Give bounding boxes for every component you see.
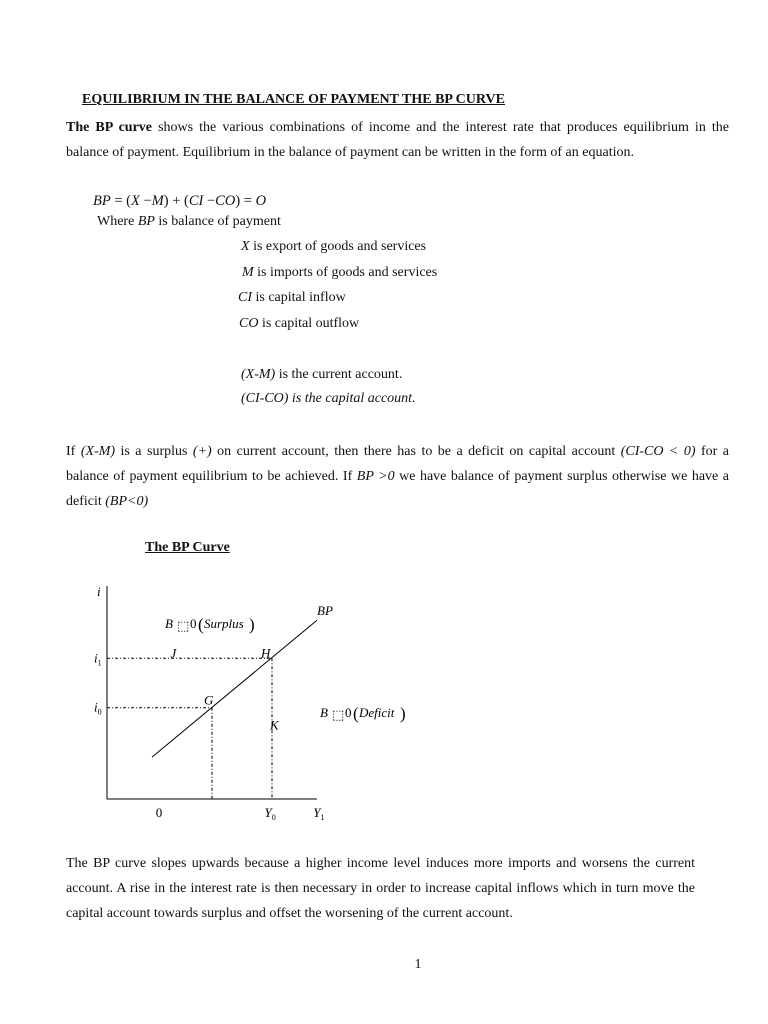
y-axis-label: i [97,584,101,599]
math-run: (CI-CO < 0) [620,444,696,459]
where-var: BP [137,214,155,229]
deficit-word: Deficit [359,705,395,720]
deficit-open: ( [353,704,359,723]
eq-part-1: = ( [110,193,131,209]
closing-paragraph: The BP curve slopes upwards because a higher income level induces more imports and worsens the current account. A rise in the interest rate is then necessary in order to increase capital inflows which in turn move the capital account towards surplus and offset the worsening of the current account. [66,856,695,921]
eq-bp: BP [93,193,111,209]
definition-text: is capital inflow [252,290,346,305]
eq-co: CO [215,193,236,209]
bp-curve-line [152,620,317,757]
eq-minus-2: − [203,193,216,209]
where-text: is balance of payment [154,214,281,229]
capital-account-text: (CI-CO) is the capital account. [241,391,416,406]
definition-text: is export of goods and services [249,239,427,254]
definition-text: is capital outflow [258,316,360,331]
deficit-close: ) [400,704,406,723]
surplus-word: Surplus [204,616,244,631]
chart-title: The BP Curve [145,540,230,555]
y-tick-label: $i_1$ [94,650,102,668]
eq-o: O [255,193,267,209]
math-run: (+) [192,444,212,459]
x-tick-label: $Y_0$ [264,805,276,822]
definition-var: CO [239,316,259,331]
surplus-close: ) [249,615,255,634]
heading-part-2: THE BP CURVE [402,92,505,107]
x-tick-label: 0 [155,805,163,820]
deficit-annotation [320,704,406,723]
text-run: for a balance of payment equilibrium to be achieved. If [66,444,730,484]
surplus-annotation [165,615,255,634]
eq-x: X [130,193,140,209]
text-run: If [66,444,81,459]
text-run: is a surplus [115,444,193,459]
current-account-var: (X-M) [241,367,276,382]
heading-part-1: EQUILIBRIUM IN THE BALANCE OF PAYMENT [82,92,399,107]
surplus-open: ( [198,615,204,634]
math-run: (BP<0) [105,494,149,509]
text-run: we have balance of payment surplus otherwise we have a deficit [66,469,729,509]
definition-var: M [242,265,254,280]
intro-text: shows the various combinations of income and the interest rate that produces equilibrium in the balance of payment. Equilibrium in the balance of payment can be written in the form of an equation. [66,120,729,160]
where-prefix: Where [97,214,138,229]
eq-ci: CI [188,193,204,209]
eq-part-3: ) = [235,193,256,209]
deficit-b: B [320,705,328,720]
surplus-zero: 0 [190,616,197,631]
definition-text: is imports of goods and services [253,265,438,280]
point-label-h: H [261,645,271,661]
surplus-b: B [165,616,173,631]
bp-curve-label: BP [317,603,333,619]
point-label-k: K [270,717,279,733]
current-account-text: is the current account. [275,367,403,382]
y-tick-label: $i_0$ [94,699,102,717]
surplus-symbol: ⬚ [177,618,190,633]
eq-m: M [151,193,164,209]
eq-minus-1: − [139,193,152,209]
math-run: (X-M) [80,444,116,459]
deficit-zero: 0 [345,705,352,720]
eq-part-2: ) + ( [163,193,189,209]
text-run: on current account, then there has to be a deficit on capital account [211,444,621,459]
definition-var: X [241,239,250,254]
point-label-j: J [170,645,177,661]
x-tick-label: $Y_1$ [313,805,325,822]
intro-bold-term: The BP curve [66,120,153,135]
math-run: BP >0 [356,469,395,484]
deficit-symbol: ⬚ [332,707,345,722]
point-label-g: G [204,692,214,708]
page-number: 1 [414,957,422,972]
definition-var: CI [238,290,252,305]
